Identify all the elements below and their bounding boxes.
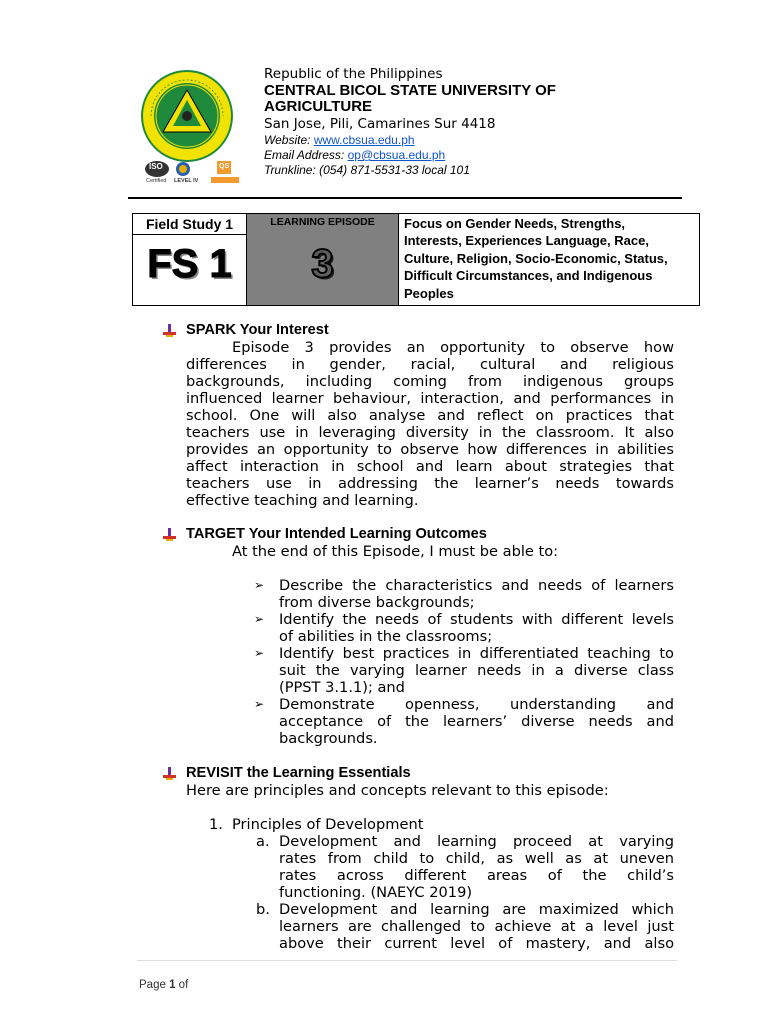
outcome-line: of abilities in the classrooms; bbox=[279, 628, 493, 645]
target-intro: At the end of this Episode, I must be able to: bbox=[232, 543, 559, 560]
spark-line: backgrounds, including coming from indigenous groups bbox=[186, 373, 674, 390]
iso-badge-text: ISO bbox=[149, 162, 163, 171]
level-badge-text: LEVEL IV bbox=[174, 178, 199, 184]
spark-line: school. One will also analyse and reflect on practices that bbox=[186, 407, 674, 424]
email-line bbox=[264, 148, 704, 163]
university-name-line2: AGRICULTURE bbox=[264, 98, 373, 115]
outcome-item bbox=[254, 577, 674, 611]
sub-marker: a. bbox=[256, 833, 270, 850]
outcome-line: (PPST 3.1.1); and bbox=[279, 679, 405, 696]
spark-line: differences in gender, racial, cultural and religious bbox=[186, 356, 674, 373]
numbered-item bbox=[209, 816, 424, 833]
outcome-line: Identify the needs of students with different levels bbox=[279, 611, 674, 628]
spark-line: influenced learner behaviour, interaction, and performances in bbox=[186, 390, 674, 407]
field-study-cell bbox=[133, 214, 247, 305]
outcome-line: Demonstrate openness, understanding and bbox=[279, 696, 674, 713]
sub-line: Development and learning are maximized which bbox=[279, 901, 674, 918]
episode-label: LEARNING EPISODE bbox=[270, 216, 375, 228]
episode-table bbox=[132, 213, 700, 306]
certified-badge-text: Certified bbox=[146, 178, 167, 184]
spark-line: affect interaction in school and learn about strategies that bbox=[186, 458, 674, 475]
email-label: Email Address: bbox=[264, 148, 345, 162]
outcome-item bbox=[254, 611, 674, 645]
outcomes-list bbox=[254, 577, 674, 747]
revisit-intro: Here are principles and concepts relevant to this episode: bbox=[186, 782, 609, 799]
university-seal-logo bbox=[141, 70, 233, 162]
page-label: Page bbox=[139, 979, 166, 991]
website-label: Website: bbox=[264, 133, 311, 147]
arrow-bullet-icon: ➢ bbox=[254, 612, 265, 626]
letterhead bbox=[264, 66, 704, 178]
episode-cell bbox=[247, 214, 399, 305]
focus-line: Culture, Religion, Socio-Economic, Status, bbox=[404, 250, 668, 266]
focus-line: Interests, Experiences Language, Race, bbox=[404, 233, 649, 249]
footer-divider bbox=[137, 960, 677, 961]
sub-marker: b. bbox=[256, 901, 270, 918]
episode-focus bbox=[404, 215, 698, 302]
field-study-title: Field Study 1 bbox=[133, 214, 246, 235]
page-footer bbox=[139, 978, 188, 992]
sub-line: Development and learning proceed at varying bbox=[279, 833, 674, 850]
focus-line: Peoples bbox=[404, 285, 454, 301]
outcome-line: suit the varying learner needs in a diverse class bbox=[279, 662, 674, 679]
arrow-bullet-icon: ➢ bbox=[254, 697, 265, 711]
spark-heading: SPARK Your Interest bbox=[186, 322, 329, 338]
numbered-marker: 1. bbox=[209, 816, 223, 833]
spark-line: effective teaching and learning. bbox=[186, 492, 419, 509]
spark-line: Episode 3 provides an opportunity to observe how bbox=[232, 339, 674, 356]
trunkline: Trunkline: (054) 871-5531-33 local 101 bbox=[264, 163, 470, 177]
principles-sublist bbox=[256, 833, 674, 952]
section-bullet-icon bbox=[163, 324, 176, 337]
accreditation-badges bbox=[144, 160, 244, 186]
focus-line: Focus on Gender Needs, Strengths, bbox=[404, 216, 626, 231]
outcome-line: backgrounds. bbox=[279, 730, 378, 747]
outcome-line: from diverse backgrounds; bbox=[279, 594, 475, 611]
university-name-line1: CENTRAL BICOL STATE UNIVERSITY OF bbox=[264, 82, 556, 99]
arrow-bullet-icon: ➢ bbox=[254, 646, 265, 660]
page-number: 1 bbox=[169, 979, 176, 991]
website-line bbox=[264, 133, 704, 148]
numbered-title: Principles of Development bbox=[232, 816, 424, 833]
focus-line: Difficult Circumstances, and Indigenous bbox=[404, 268, 653, 284]
email-link[interactable]: op@cbsua.edu.ph bbox=[347, 148, 446, 162]
outcome-line: acceptance of the learners’ diverse needs and bbox=[279, 713, 674, 730]
header-divider bbox=[128, 197, 682, 199]
revisit-heading: REVISIT the Learning Essentials bbox=[186, 765, 411, 781]
republic-line: Republic of the Philippines bbox=[264, 66, 443, 82]
section-bullet-icon bbox=[163, 767, 176, 780]
target-heading: TARGET Your Intended Learning Outcomes bbox=[186, 526, 487, 542]
outcome-item bbox=[254, 645, 674, 696]
spark-line: provides an opportunity to observe how differences in abilities bbox=[186, 441, 674, 458]
spark-line: teachers use in leveraging diversity in the classroom. It also bbox=[186, 424, 674, 441]
address-line: San Jose, Pili, Camarines Sur 4418 bbox=[264, 116, 496, 132]
sub-line: learners are challenged to achieve at a level just bbox=[279, 918, 674, 935]
outcome-line: Describe the characteristics and needs of learners bbox=[279, 577, 674, 594]
outcome-item bbox=[254, 696, 674, 747]
fs-code: FS 1 bbox=[147, 242, 232, 286]
sub-item bbox=[256, 901, 674, 952]
sub-line: functioning. (NAEYC 2019) bbox=[279, 884, 473, 901]
spark-paragraph bbox=[186, 339, 674, 509]
sub-line: rates across different areas of the child’s bbox=[279, 867, 674, 884]
section-bullet-icon bbox=[163, 528, 176, 541]
sub-line: above their current level of mastery, and also bbox=[279, 935, 674, 952]
spark-line: teachers use in addressing the learner’s needs towards bbox=[186, 475, 674, 492]
episode-number: 3 bbox=[311, 242, 334, 286]
sub-line: rates from child to child, as well as at uneven bbox=[279, 850, 674, 867]
qs-badge-text: QS bbox=[219, 163, 230, 170]
of-label: of bbox=[178, 979, 189, 991]
arrow-bullet-icon: ➢ bbox=[254, 578, 265, 592]
website-link[interactable]: www.cbsua.edu.ph bbox=[313, 133, 415, 147]
sub-item bbox=[256, 833, 674, 901]
outcome-line: Identify best practices in differentiated teaching to bbox=[279, 645, 674, 662]
